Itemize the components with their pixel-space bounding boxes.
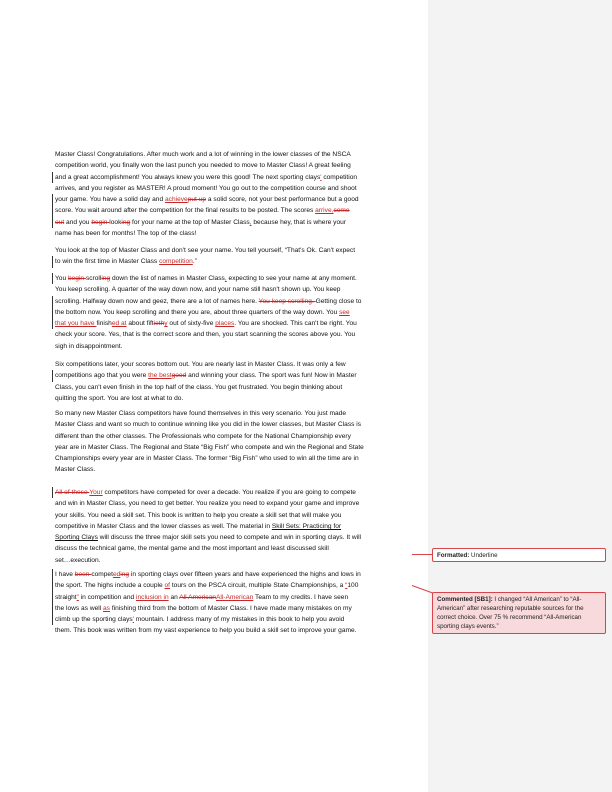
comment-balloon[interactable] — [432, 592, 606, 634]
text-run: check your score. Yes, that is the correct score and then, you start scanning the scores above you. You — [55, 331, 356, 339]
text-line — [55, 408, 415, 419]
text-line — [55, 370, 415, 381]
text-run: So many new Master Class competitors have found themselves in this very scenario. You just made — [55, 410, 346, 417]
deleted-text[interactable]: begin — [67, 275, 86, 282]
text-run: to win the first time in Master Class — [55, 258, 160, 266]
text-line — [55, 580, 415, 591]
text-run: for your name at the top of Master Class — [130, 218, 250, 226]
deleted-text[interactable]: All of these — [55, 489, 90, 496]
text-run: Six competitions later, your scores bottom out. You are nearly last in Master Class. It was only a few — [55, 361, 346, 368]
underlined-title: Sporting Clays — [55, 534, 98, 542]
text-run: the sport. The highs include a couple — [55, 582, 165, 590]
text-line — [55, 194, 415, 205]
text-run: . You are shocked. This can't be right. You — [234, 320, 357, 328]
text-line — [55, 296, 415, 307]
inserted-text[interactable]: of — [164, 582, 170, 590]
deleted-text[interactable]: out — [55, 218, 65, 226]
text-run: them. This book was written from my vast experience to help you build a skill set to improve your game. — [55, 627, 357, 635]
text-line — [55, 510, 415, 521]
text-line — [55, 521, 415, 532]
inserted-text[interactable]: as — [103, 604, 110, 612]
underlined-title: Skill Sets: Practicing for — [271, 522, 342, 530]
inserted-text[interactable]: ” — [76, 593, 79, 601]
inserted-text[interactable]: ' — [132, 616, 134, 624]
formatted-balloon[interactable] — [432, 548, 606, 562]
paragraph — [55, 149, 415, 239]
text-run: I have — [55, 571, 75, 578]
deleted-text[interactable]: begin — [91, 218, 110, 226]
text-line — [55, 273, 415, 284]
inserted-text[interactable]: that you have — [55, 320, 97, 328]
text-run: out of sixty-five — [167, 320, 216, 328]
text-run: tours on the PSCA circuit, multiple State Championships, a — [169, 582, 346, 590]
text-line — [55, 382, 415, 393]
inserted-text[interactable]: , — [224, 275, 227, 282]
text-run: Team to my credits. I have seen — [253, 593, 349, 601]
text-run: in sporting clays over fifteen years and have experienced the highs and lows in — [129, 571, 361, 578]
text-line — [55, 487, 415, 498]
text-run: your game. You have a solid day and — [55, 196, 165, 204]
paragraph — [55, 245, 415, 268]
comment-label: Commented [SB1]: — [437, 596, 493, 603]
text-run: arrives, and you register as MASTER! A proud moment! You go out to the competition course and shoot — [55, 184, 357, 192]
text-line — [55, 625, 415, 636]
inserted-text[interactable]: arrive, — [315, 207, 334, 215]
deleted-text[interactable]: You keep scrolling. — [258, 297, 316, 305]
text-line — [55, 543, 415, 554]
text-run: You look at the top of Master Class and don't see your name. You tell yourself, “That's Ok. Can't expect — [55, 247, 356, 254]
text-run: You — [55, 275, 68, 282]
deleted-text[interactable]: been — [74, 571, 92, 578]
text-run: You keep scrolling. A quarter of the way down now, and your name still hasn't shown up. You keep — [55, 286, 341, 294]
text-run: Class, you can't even finish in the top half of the class. You get frustrated. You begin thinking about — [55, 383, 343, 391]
text-run: down the list of names in Master Class — [110, 275, 225, 282]
text-line — [55, 498, 415, 509]
inserted-text[interactable]: ed at — [111, 320, 127, 328]
paragraph — [55, 569, 415, 637]
text-line — [55, 318, 415, 329]
deleted-text[interactable]: ing — [101, 275, 111, 282]
text-line — [55, 329, 415, 340]
text-run: competition — [321, 173, 358, 181]
formatted-text: Underline — [469, 552, 498, 559]
inserted-text[interactable]: Your — [89, 489, 103, 496]
text-line — [55, 205, 415, 216]
text-line — [55, 555, 415, 566]
text-line — [55, 464, 415, 475]
inserted-text[interactable]: achieve — [164, 196, 188, 204]
text-line — [55, 532, 415, 543]
text-line — [55, 569, 415, 580]
inserted-text[interactable]: y — [164, 320, 168, 328]
text-run: Master Class. — [55, 466, 96, 474]
text-run: expecting to see your name at any moment. — [226, 275, 357, 282]
text-run: an — [168, 593, 180, 601]
text-line — [55, 284, 415, 295]
text-run: scrolling. Halfway down now and geez, there are a lot of names here. — [55, 297, 259, 305]
text-run: name has been for months! The top of the class! — [55, 230, 197, 238]
text-run: straight — [55, 593, 77, 601]
deleted-text[interactable]: All American — [179, 593, 216, 601]
deleted-text[interactable]: ing — [121, 218, 131, 226]
paragraph — [55, 487, 415, 566]
inserted-text[interactable]: the best — [148, 372, 172, 380]
text-run: look — [109, 218, 122, 226]
inserted-text[interactable]: see — [339, 308, 350, 316]
paragraph — [55, 359, 415, 404]
text-run: about fift — [126, 320, 154, 328]
text-run: because hey, that is where your — [251, 218, 346, 226]
paragraph — [55, 408, 415, 476]
text-run: year are in Master Class. The Regional and State “Big Fish” who compete and win the Regional and State — [55, 443, 364, 451]
text-line — [55, 442, 415, 453]
text-run: finish — [96, 320, 112, 328]
text-line — [55, 341, 415, 352]
text-run: the bottom now. You keep scrolling and there you are, about three quarters of the way down. You — [55, 308, 340, 316]
text-run: .” — [192, 258, 197, 266]
inserted-text[interactable]: ed — [112, 571, 121, 578]
text-run: discuss the technical game, the mental game and the most important and least discussed skill — [55, 545, 329, 553]
deleted-text[interactable]: good — [171, 372, 187, 380]
text-line — [55, 183, 415, 194]
text-run: Master Class! Congratulations. After much work and a lot of winning in the lower classes of the NSCA — [55, 151, 351, 158]
text-line — [55, 603, 415, 614]
text-run: competitions ago that you were — [55, 372, 149, 380]
text-run: the lows as well — [55, 604, 104, 612]
text-line — [55, 149, 415, 160]
text-line — [55, 393, 415, 404]
text-line — [55, 245, 415, 256]
text-run: mountain. I address many of my mistakes in this book to help you avoid — [133, 616, 345, 624]
text-run: competitors have competed for over a decade. You realize if you are going to compete — [102, 489, 356, 496]
text-run: score. You wait around after the competition for the final results to be posted. The scores — [55, 207, 316, 215]
text-run: in competition and — [78, 593, 137, 601]
text-line — [55, 217, 415, 228]
formatted-label: Formatted: — [437, 552, 470, 559]
deleted-text[interactable]: ing — [120, 571, 130, 578]
text-run: and win in Master Class, you need to get better. You realize you need to expand your game and improve — [55, 500, 360, 508]
text-run: finishing third from the bottom of Master Class. I have made many mistakes on my — [109, 604, 352, 612]
text-run: compet — [91, 571, 113, 578]
text-run: and you — [64, 218, 92, 226]
inserted-text[interactable]: inclusion in — [136, 593, 169, 601]
text-run: competitive in Master Class and the lower classes as well. The material in — [55, 522, 272, 530]
deleted-text[interactable]: come — [333, 207, 350, 215]
text-run: and winning your class. The sport was fun! Now in Master — [186, 372, 357, 380]
text-line — [55, 419, 415, 430]
markup-margin-pane — [428, 0, 612, 792]
text-run: competition world, you finally won the last punch you needed to move to Master Class! A great feeling — [55, 162, 351, 170]
text-run: Getting close to — [315, 297, 362, 305]
text-run: scroll — [85, 275, 102, 282]
comment-text: I changed “All American” to “All-American” after researching reputable sources for the correct choice. Over 75 % recommend “All-American sporting clays events.” — [437, 596, 584, 630]
text-line — [55, 359, 415, 370]
paragraph — [55, 273, 415, 352]
text-run: a solid score, not your best performance but a good — [206, 196, 359, 204]
text-run: Championships every year are in Master Class. The former “Big Fish” who used to win all the time are in — [55, 455, 359, 463]
text-line — [55, 592, 415, 603]
text-run: sigh in disappointment. — [55, 342, 123, 350]
text-run: and a great accomplishment! You always knew you were this good! The next sporting clays — [55, 173, 321, 181]
text-line — [55, 453, 415, 464]
text-run: 100 — [347, 582, 359, 590]
text-line — [55, 614, 415, 625]
inserted-text[interactable]: “ — [345, 582, 348, 590]
text-line — [55, 160, 415, 171]
text-line — [55, 228, 415, 239]
text-run: quitting the sport. You are lost at what to do. — [55, 394, 184, 402]
inserted-text[interactable]: , — [249, 218, 252, 226]
inserted-text[interactable]: places — [215, 320, 235, 328]
inserted-text[interactable]: ' — [320, 173, 322, 181]
text-run: different than the other classes. The Professionals who compete for the National Championship every — [55, 432, 351, 440]
text-run: climb up the sporting clays — [55, 616, 133, 624]
text-line — [55, 431, 415, 442]
deleted-text[interactable]: put up — [187, 196, 207, 204]
text-run: will discuss the three major skill sets you need to compete and win in sporting clays. It will — [97, 534, 362, 542]
inserted-text[interactable]: competition — [159, 258, 193, 266]
text-run: your skills. You need a skill set. This book is written to help you create a skill set that will make you — [55, 511, 342, 519]
text-line — [55, 307, 415, 318]
text-run: set…execution. — [55, 556, 101, 564]
text-line — [55, 172, 415, 183]
formatting-leader-line — [412, 554, 432, 555]
text-line — [55, 256, 415, 267]
deleted-text[interactable]: ieth — [153, 320, 165, 328]
text-run: Master Class and want so much to continue winning like you did in the lower classes, but Master Class is — [55, 421, 362, 429]
inserted-text[interactable]: All-American — [215, 593, 254, 601]
